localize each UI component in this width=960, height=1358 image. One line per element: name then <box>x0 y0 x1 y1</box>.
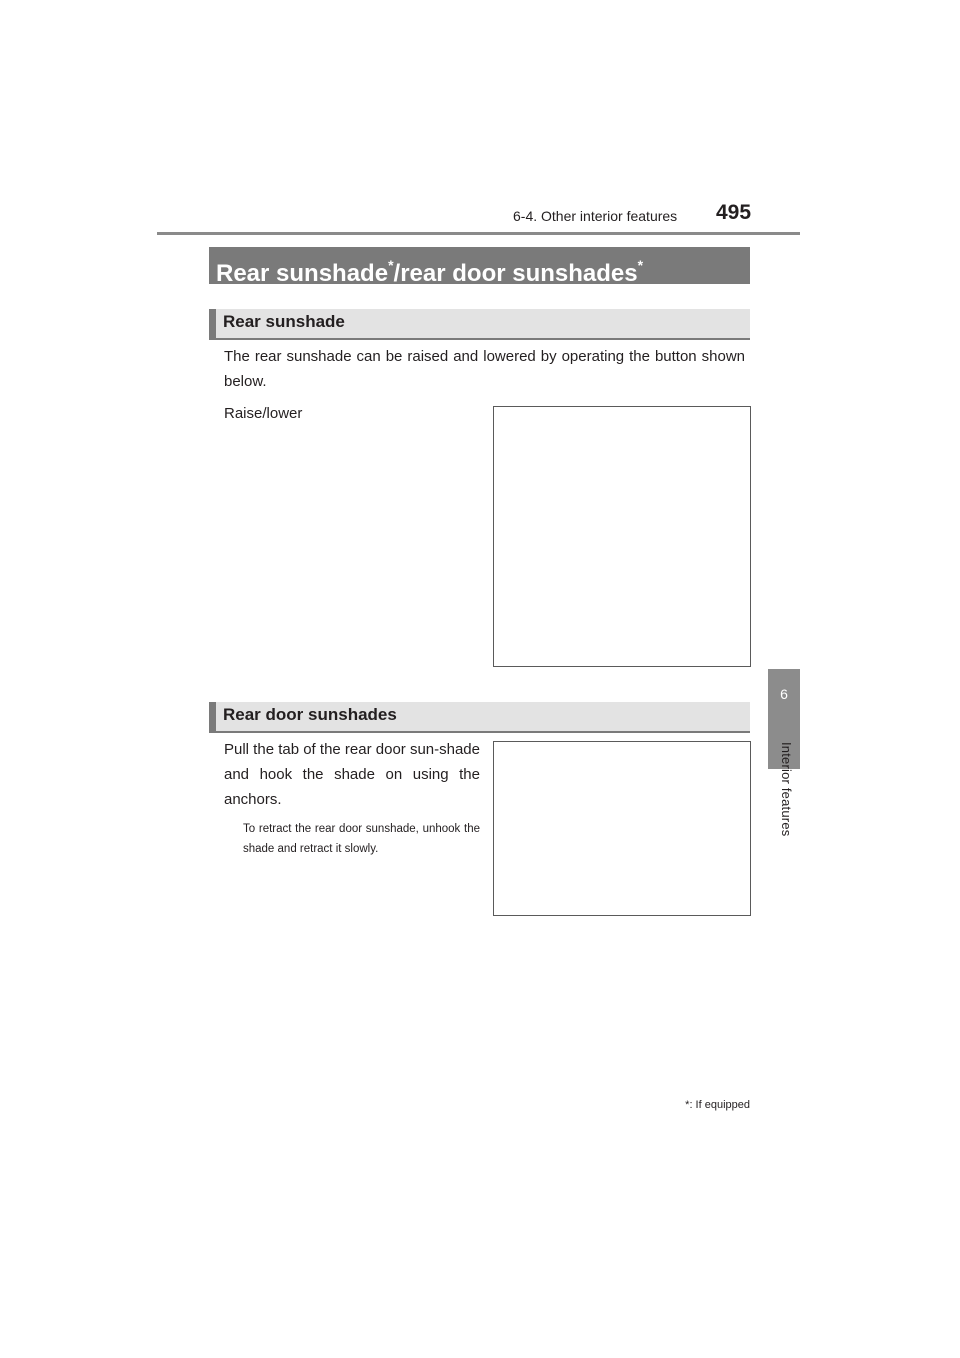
subheading-marker-rear-door-sunshades <box>209 702 216 733</box>
subheading-rear-door-sunshades: Rear door sunshades <box>223 705 397 724</box>
title-part-2: /rear door sunshades <box>393 260 638 287</box>
title-asterisk-2: * <box>637 257 644 273</box>
rear-door-sunshades-note: To retract the rear door sunshade, unhook the shade and retract it slowly. <box>243 823 480 855</box>
rear-door-sunshade-figure <box>493 741 751 916</box>
running-header-section: 6-4. Other interior features <box>513 208 678 224</box>
subheading-marker-rear-sunshade <box>209 309 216 340</box>
rear-door-sunshades-instruction: Pull the tab of the rear door sun-shade and hook the shade on using the anchors. <box>224 741 480 808</box>
footnote-if-equipped <box>620 1099 750 1111</box>
title-part-1: Rear sunshade <box>216 260 389 287</box>
rear-sunshade-button-figure <box>493 406 751 667</box>
chapter-title: Interior features <box>779 742 794 837</box>
subheading-rear-sunshade: Rear sunshade <box>223 312 345 331</box>
header-divider <box>157 232 800 235</box>
footnote-text: : If equipped <box>689 1099 750 1111</box>
chapter-number: 6 <box>780 686 788 702</box>
page-title <box>216 249 643 290</box>
page-number: 495 <box>716 201 752 224</box>
title-asterisk-1: * <box>388 257 394 273</box>
rear-sunshade-step: Raise/lower <box>224 405 303 422</box>
rear-sunshade-intro: The rear sunshade can be raised and lowered by operating the button shown below. <box>224 348 745 390</box>
footnote-asterisk: * <box>685 1099 690 1111</box>
